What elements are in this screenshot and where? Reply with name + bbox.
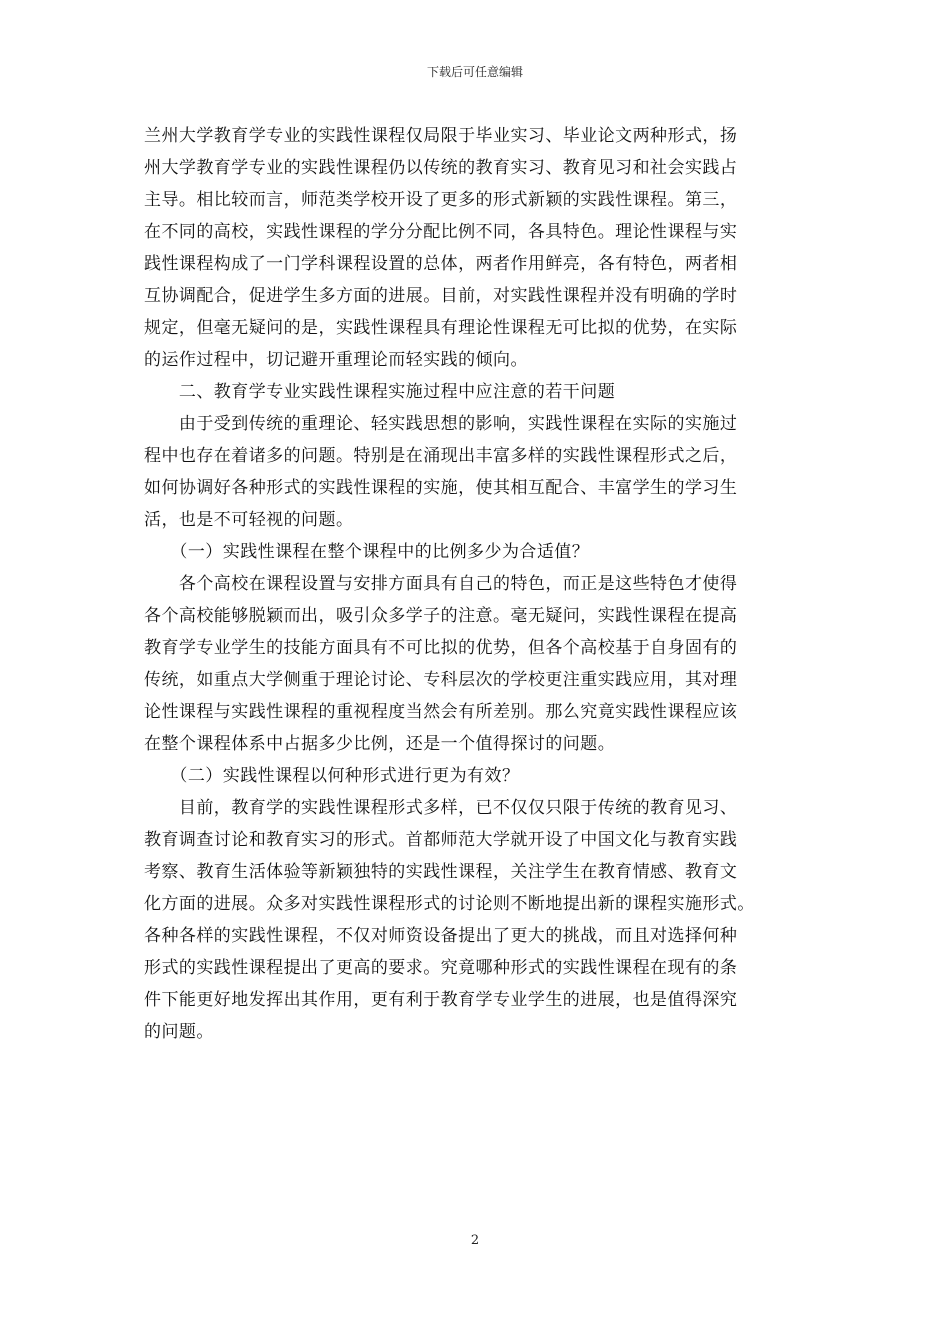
text-line: 程中也存在着诸多的问题。特别是在涌现出丰富多样的实践性课程形式之后， xyxy=(144,446,738,466)
subsection-heading: （一）实践性课程在整个课程中的比例多少为合适值？ xyxy=(144,542,590,562)
section-heading: 二、教育学专业实践性课程实施过程中应注意的若干问题 xyxy=(144,382,616,402)
text-line: 如何协调好各种形式的实践性课程的实施，使其相互配合、丰富学生的学习生 xyxy=(144,478,738,498)
text-line: 的问题。 xyxy=(144,1022,214,1042)
text-line: 主导。相比较而言，师范类学校开设了更多的形式新颖的实践性课程。第三， xyxy=(144,190,738,210)
text-line: 各种各样的实践性课程，不仅对师资设备提出了更大的挑战，而且对选择何种 xyxy=(144,926,738,946)
text-line: 州大学教育学专业的实践性课程仍以传统的教育实习、教育见习和社会实践占 xyxy=(144,158,738,178)
page-header: 下载后可任意编辑 xyxy=(426,65,523,79)
text-line: 的运作过程中，切记避开重理论而轻实践的倾向。 xyxy=(144,350,528,370)
text-line: 化方面的进展。众多对实践性课程形式的讨论则不断地提出新的课程实施形式。 xyxy=(144,894,755,914)
text-line: 考察、教育生活体验等新颖独特的实践性课程，关注学生在教育情感、教育文 xyxy=(144,862,738,882)
text-line: 形式的实践性课程提出了更高的要求。究竟哪种形式的实践性课程在现有的条 xyxy=(144,958,738,978)
text-line: 各个高校能够脱颖而出，吸引众多学子的注意。毫无疑问，实践性课程在提高 xyxy=(144,606,738,626)
text-line: 各个高校在课程设置与安排方面具有自己的特色，而正是这些特色才使得 xyxy=(144,574,738,594)
document-body xyxy=(144,120,808,1048)
text-line: 在整个课程体系中占据多少比例，还是一个值得探讨的问题。 xyxy=(144,734,616,754)
text-line: 目前，教育学的实践性课程形式多样，已不仅仅只限于传统的教育见习、 xyxy=(144,798,738,818)
text-line: 互协调配合，促进学生多方面的进展。目前，对实践性课程并没有明确的学时 xyxy=(144,286,738,306)
page-number: 2 xyxy=(470,1233,480,1248)
text-line: 教育学专业学生的技能方面具有不可比拟的优势，但各个高校基于自身固有的 xyxy=(144,638,738,658)
subsection-heading: （二）实践性课程以何种形式进行更为有效？ xyxy=(144,766,520,786)
text-line: 件下能更好地发挥出其作用，更有利于教育学专业学生的进展，也是值得深究 xyxy=(144,990,738,1010)
text-line: 传统，如重点大学侧重于理论讨论、专科层次的学校更注重实践应用，其对理 xyxy=(144,670,738,690)
text-line: 由于受到传统的重理论、轻实践思想的影响，实践性课程在实际的实施过 xyxy=(144,414,738,434)
text-line: 规定，但毫无疑问的是，实践性课程具有理论性课程无可比拟的优势，在实际 xyxy=(144,318,738,338)
text-line: 在不同的高校，实践性课程的学分分配比例不同，各具特色。理论性课程与实 xyxy=(144,222,738,242)
text-line: 活，也是不可轻视的问题。 xyxy=(144,510,354,530)
text-line: 兰州大学教育学专业的实践性课程仅局限于毕业实习、毕业论文两种形式，扬 xyxy=(144,126,738,146)
text-line: 论性课程与实践性课程的重视程度当然会有所差别。那么究竟实践性课程应该 xyxy=(144,702,738,722)
text-line: 践性课程构成了一门学科课程设置的总体，两者作用鲜亮，各有特色，两者相 xyxy=(144,254,738,274)
text-line: 教育调查讨论和教育实习的形式。首都师范大学就开设了中国文化与教育实践 xyxy=(144,830,738,850)
